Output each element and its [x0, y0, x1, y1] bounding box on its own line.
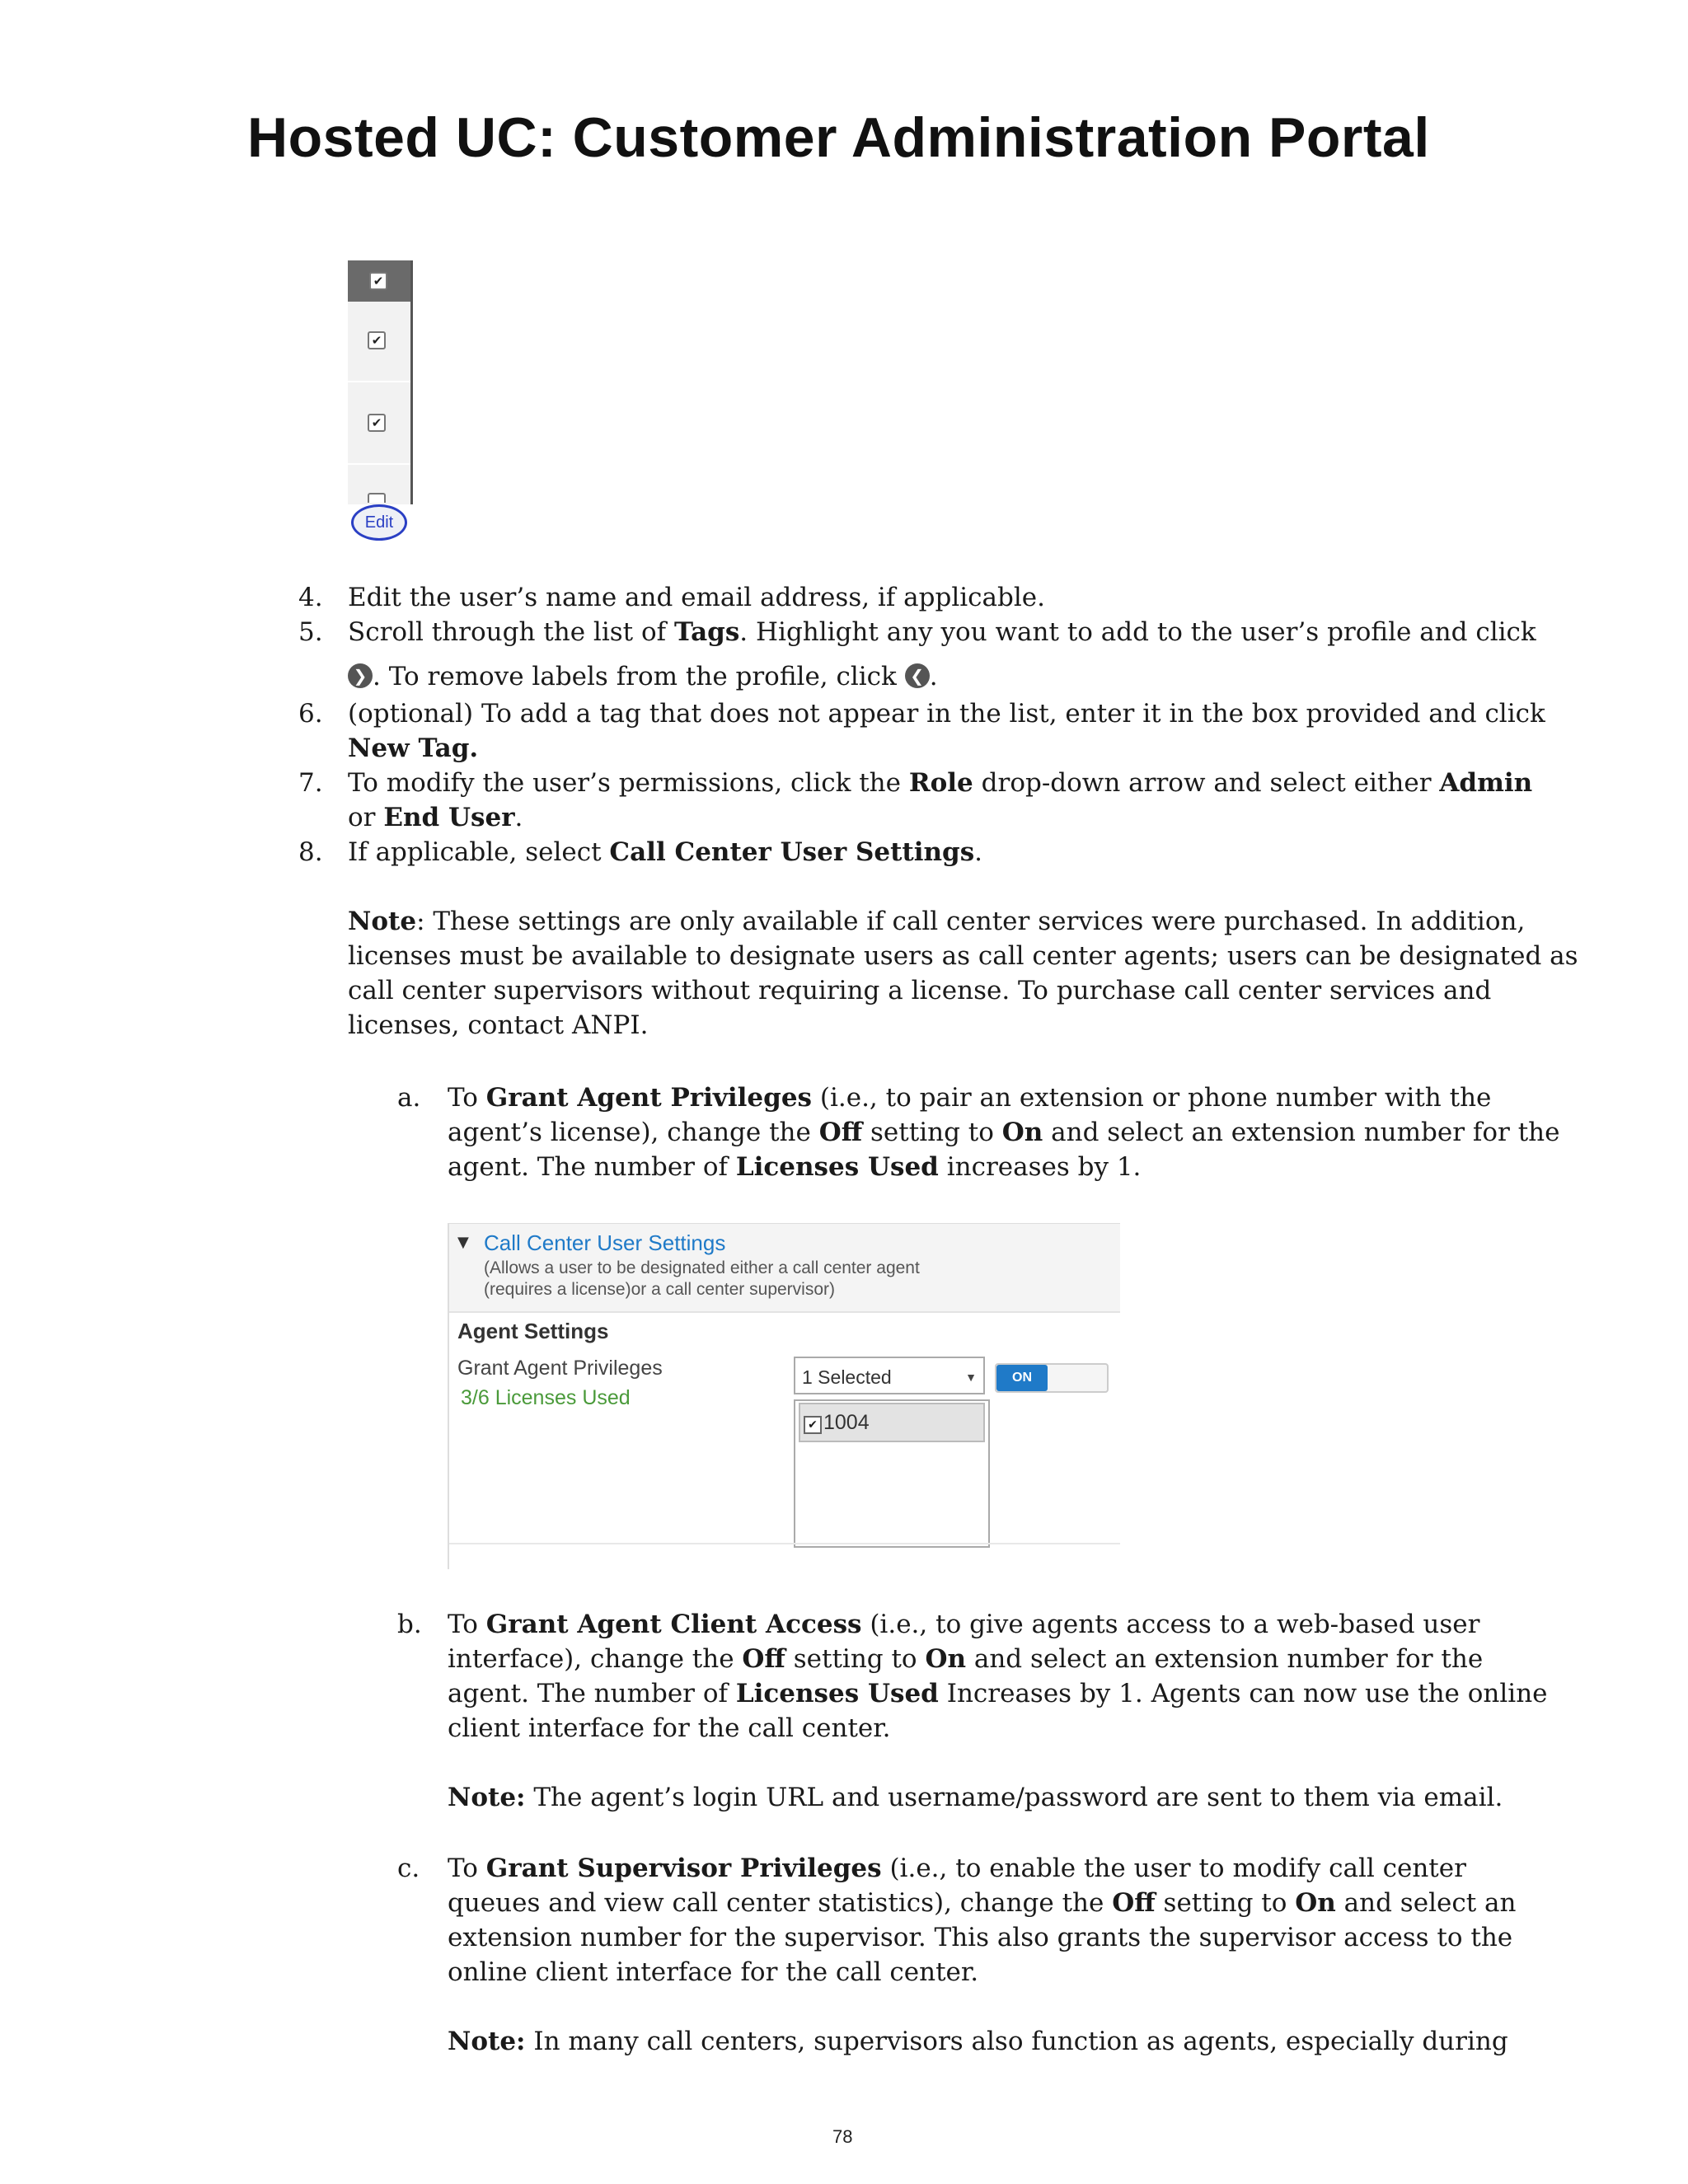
sub-b-line-2: interface), change the Off setting to On and select an extension number for the	[448, 1644, 1484, 1674]
step-4-text: Edit the user’s name and email address, if applicable.	[348, 583, 1045, 612]
sub-a-line-1: To Grant Agent Privileges (i.e., to pair an extension or phone number with the	[448, 1083, 1492, 1113]
dropdown-caret-icon: ▼	[965, 1371, 977, 1384]
sub-b-line-1: To Grant Agent Client Access (i.e., to give agents access to a web-based user	[448, 1610, 1480, 1639]
agent-settings-heading: Agent Settings	[457, 1319, 609, 1343]
sub-step-letter: c.	[397, 1854, 420, 1883]
section-divider	[449, 1543, 1120, 1544]
sub-step-letter: a.	[397, 1083, 421, 1113]
page-title: Hosted UC: Customer Administration Portal	[247, 106, 1430, 169]
row-divider	[348, 381, 410, 382]
note-1-line-3: call center supervisors without requiring a license. To purchase call center services and	[348, 976, 1492, 1005]
call-center-settings-screenshot	[448, 1223, 1120, 1569]
sub-b-line-4: client interface for the call center.	[448, 1713, 891, 1743]
grant-agent-toggle[interactable]	[995, 1363, 1109, 1393]
chevron-down-icon[interactable]: ▼	[457, 1234, 469, 1251]
extension-listbox[interactable]	[794, 1399, 990, 1548]
sub-step-letter: b.	[397, 1610, 422, 1639]
sub-c-line-4: online client interface for the call center.	[448, 1957, 979, 1987]
row-divider	[348, 463, 410, 465]
sub-a-line-2: agent’s license), change the Off setting to On and select an extension number for the	[448, 1118, 1560, 1147]
step-5-line-2: ❯ . To remove labels from the profile, click ❮ .	[348, 659, 938, 694]
grant-agent-privileges-label: Grant Agent Privileges	[457, 1357, 663, 1380]
header-checkbox[interactable]: ✔	[369, 272, 387, 290]
section-header[interactable]	[449, 1223, 1120, 1313]
step-6-line-1: (optional) To add a tag that does not appear in the list, enter it in the box provided and click	[348, 699, 1545, 729]
arrow-right-icon[interactable]: ❯	[348, 663, 373, 688]
list-item-checkbox[interactable]: ✔	[804, 1416, 822, 1434]
note-1-line-1: Note: These settings are only available if call center services were purchased. In addition,	[348, 907, 1526, 936]
step-number: 8.	[298, 837, 323, 867]
sub-c-note: Note: In many call centers, supervisors also function as agents, especially during	[448, 2027, 1508, 2056]
sub-c-line-2: queues and view call center statistics), change the Off setting to On and select an	[448, 1888, 1517, 1918]
arrow-left-icon[interactable]: ❮	[905, 663, 930, 688]
sub-b-line-3: agent. The number of Licenses Used Increases by 1. Agents can now use the online	[448, 1679, 1548, 1708]
checkbox-column-screenshot	[348, 260, 412, 542]
step-number: 6.	[298, 699, 323, 729]
sub-a-line-3: agent. The number of Licenses Used increases by 1.	[448, 1152, 1142, 1182]
page-number: 78	[832, 2126, 853, 2147]
list-item-value: 1004	[823, 1411, 870, 1434]
note-1-line-4: licenses, contact ANPI.	[348, 1010, 649, 1040]
list-item[interactable]	[799, 1403, 985, 1442]
step-8-text: If applicable, select Call Center User Settings.	[348, 837, 983, 867]
step-number: 4.	[298, 583, 323, 612]
section-title[interactable]: Call Center User Settings	[484, 1230, 726, 1255]
licenses-used-label: 3/6 Licenses Used	[461, 1386, 631, 1409]
step-6-line-2: New Tag.	[348, 733, 479, 763]
sub-c-line-1: To Grant Supervisor Privileges (i.e., to enable the user to modify call center	[448, 1854, 1466, 1883]
row-checkbox[interactable]: ✔	[368, 414, 386, 432]
row-checkbox[interactable]: ✔	[368, 331, 386, 349]
step-7-line-2: or End User.	[348, 803, 523, 832]
step-7-line-1: To modify the user’s permissions, click the Role drop-down arrow and select either Admin	[348, 768, 1533, 798]
toggle-on-label: ON	[996, 1365, 1048, 1391]
step-5-line-1: Scroll through the list of Tags. Highlight any you want to add to the user’s profile and click	[348, 617, 1536, 647]
extension-dropdown[interactable]: 1 Selected ▼	[794, 1357, 985, 1394]
section-description-line-1: (Allows a user to be designated either a call center agent	[484, 1258, 920, 1277]
sub-c-line-3: extension number for the supervisor. This also grants the supervisor access to the	[448, 1923, 1513, 1952]
sub-b-note: Note: The agent’s login URL and username/password are sent to them via email.	[448, 1783, 1503, 1812]
section-description-line-2: (requires a license)or a call center supervisor)	[484, 1280, 835, 1299]
edit-button[interactable]: Edit	[351, 504, 407, 541]
checkbox-column	[348, 260, 413, 504]
row-checkbox[interactable]	[368, 493, 386, 503]
note-1-line-2: licenses must be available to designate users as call center agents; users can be designated as	[348, 941, 1578, 971]
step-number: 5.	[298, 617, 323, 647]
step-number: 7.	[298, 768, 323, 798]
